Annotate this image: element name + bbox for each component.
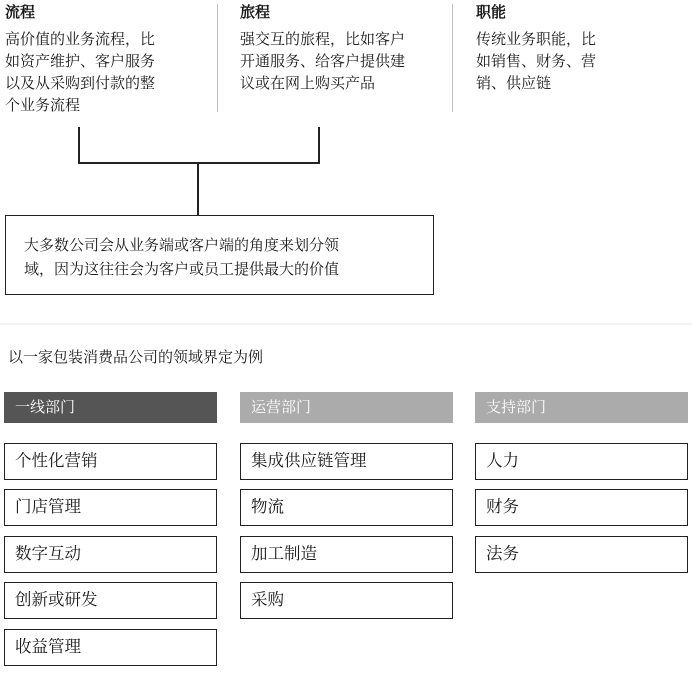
bracket-left-leg bbox=[78, 127, 80, 163]
domain-item: 门店管理 bbox=[4, 489, 217, 526]
domain-item: 财务 bbox=[475, 489, 688, 526]
text-line: 域，因为这往往会为客户或员工提供最大的价值 bbox=[24, 260, 340, 278]
text-line: 传统业务职能，比 bbox=[476, 30, 597, 48]
text-line: 强交互的旅程，比如客户 bbox=[240, 30, 406, 48]
column-title: 流程 bbox=[5, 3, 36, 21]
domain-item: 收益管理 bbox=[4, 629, 217, 666]
text-line: 议或在网上购买产品 bbox=[240, 74, 376, 92]
domain-item: 法务 bbox=[475, 536, 688, 573]
column-description bbox=[240, 28, 445, 94]
domain-item: 人力 bbox=[475, 443, 688, 480]
text-line: 销、供应链 bbox=[476, 74, 552, 92]
bracket-bar bbox=[78, 162, 320, 164]
column-divider bbox=[217, 4, 218, 112]
domain-item: 加工制造 bbox=[240, 536, 453, 573]
column-process bbox=[5, 0, 210, 116]
text-line: 个业务流程 bbox=[5, 96, 81, 114]
text-line: 高价值的业务流程，比 bbox=[5, 30, 156, 48]
text-line: 以及从采购到付款的整 bbox=[5, 74, 156, 92]
domain-item: 物流 bbox=[240, 489, 453, 526]
summary-box bbox=[5, 215, 434, 295]
column-function bbox=[476, 0, 681, 94]
department-header-support: 支持部门 bbox=[475, 392, 688, 423]
text-line: 如销售、财务、营 bbox=[476, 52, 597, 70]
domain-item: 采购 bbox=[240, 582, 453, 619]
domain-item: 创新或研发 bbox=[4, 582, 217, 619]
example-title: 以一家包装消费品公司的领域界定为例 bbox=[8, 348, 264, 366]
column-title: 职能 bbox=[476, 3, 507, 21]
text-line: 大多数公司会从业务端或客户端的角度来划分领 bbox=[24, 236, 340, 254]
column-description bbox=[5, 28, 210, 116]
connector-line bbox=[197, 162, 199, 215]
column-divider bbox=[452, 4, 453, 112]
domain-item: 数字互动 bbox=[4, 536, 217, 573]
text-line: 开通服务、给客户提供建 bbox=[240, 52, 406, 70]
column-title: 旅程 bbox=[240, 3, 271, 21]
text-line: 如资产维护、客户服务 bbox=[5, 52, 156, 70]
domain-item: 集成供应链管理 bbox=[240, 443, 453, 480]
domain-item: 个性化营销 bbox=[4, 443, 217, 480]
department-header-frontline: 一线部门 bbox=[4, 392, 217, 423]
department-header-operations: 运营部门 bbox=[240, 392, 453, 423]
column-journey bbox=[240, 0, 445, 94]
bracket-right-leg bbox=[318, 127, 320, 163]
column-description bbox=[476, 28, 681, 94]
